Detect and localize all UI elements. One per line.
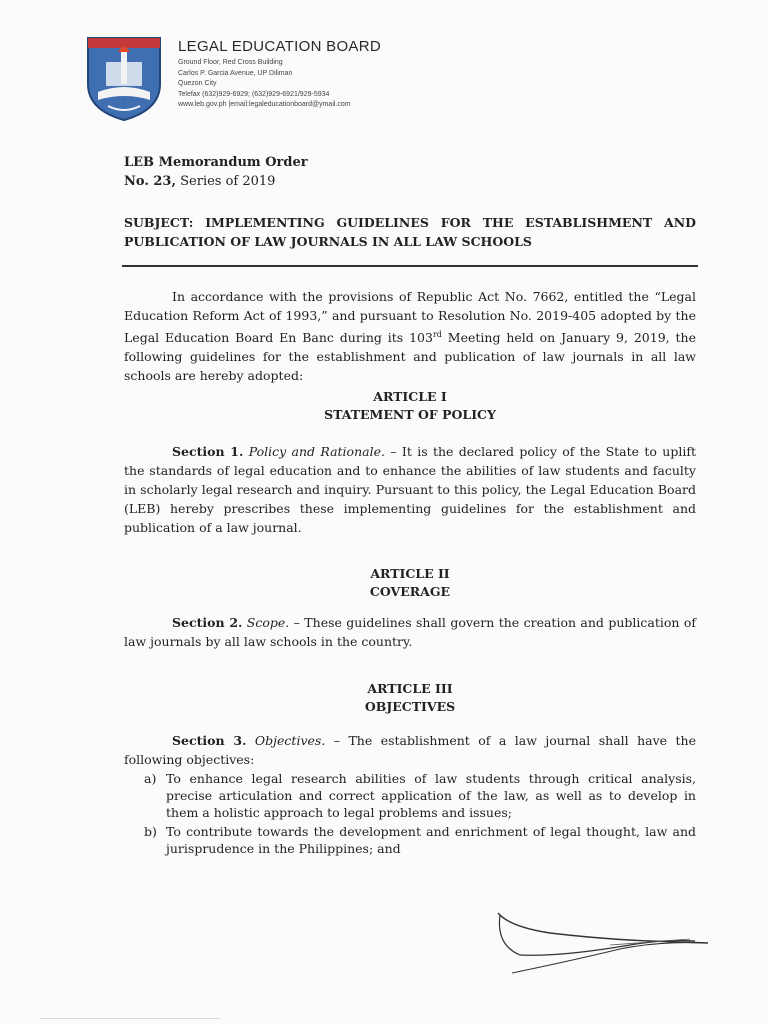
memorandum-order-block (124, 153, 308, 191)
order-series: Series of 2019 (176, 174, 276, 189)
subject-word: FOR (440, 215, 471, 230)
divider-rule (122, 265, 698, 267)
subject-word: SUBJECT: (124, 215, 194, 230)
address-line: Quezon City (178, 80, 217, 87)
subject-word: IMPLEMENTING (205, 215, 325, 230)
subject-word: ESTABLISHMENT (525, 215, 653, 230)
organization-name: LEGAL EDUCATION BOARD (178, 38, 382, 55)
section-1-paragraph: Section 1. Policy and Rationale. – It is the declared policy of the State to uplift the standards of legal education and to enhance the abilities of law students and faculty in scholarly legal research and inquiry. Pursuant to this policy, the Legal Education Board (LEB) hereby prescribes these implementing guidelines for the establishment and publication of a law journal. (124, 444, 696, 535)
section-3-paragraph: Section 3. Objectives. – The establishment of a law journal shall have the following objectives: (124, 733, 697, 767)
letterhead (178, 38, 381, 111)
address-line: Carlos P. Garcia Avenue, UP Diliman (178, 69, 293, 77)
subject-word: THE (482, 215, 514, 230)
telefax-line: Telefax (632)929-6929; (632)929-6921/929-5934 (178, 90, 330, 98)
section-2-paragraph: Section 2. Scope. – These guidelines shall govern the creation and publication of law journals by all law schools in the country. (124, 615, 696, 649)
leb-seal-logo (84, 36, 164, 122)
objectives-list (124, 770, 696, 859)
article-1-heading: ARTICLE I STATEMENT OF POLICY (324, 389, 496, 422)
address-line: Ground Floor, Red Cross Building (178, 59, 283, 66)
article-2-heading: ARTICLE II COVERAGE (369, 566, 451, 599)
list-item: b) To contribute towards the development and enrichment of legal thought, law and jurisprudence in the Philippines; and (144, 824, 696, 856)
web-email-line: www.leb.gov.ph |email:legaleducationboard@ymail.com (178, 101, 351, 108)
article-3-heading: ARTICLE III OBJECTIVES (364, 681, 456, 714)
order-number: No. 23, (124, 174, 176, 189)
intro-paragraph: In accordance with the provisions of Republic Act No. 7662, entitled the “Legal Education Reform Act of 1993,” and pursuant to Resolution No. 2019-405 adopted by the Legal Education Board En Banc during its 103rd Meeting held on January 9, 2019, the following guidelines for the establishment and publication of law journals in all law schools are hereby adopted: (124, 289, 696, 384)
subject-word: AND (664, 215, 696, 230)
subject-line-2: PUBLICATION OF LAW JOURNALS IN ALL LAW SCHOOLS (124, 234, 532, 249)
subject-word: GUIDELINES (336, 215, 429, 230)
memorandum-order-title: LEB Memorandum Order (124, 155, 308, 170)
subject-block (124, 213, 696, 251)
footer-line (40, 1018, 220, 1019)
handwritten-signature (490, 905, 720, 980)
list-item: a) To enhance legal research abilities of law students through critical analysis, precise articulation and correct application of the law, as well as to develop in them a holistic approach to legal problems and issues; (144, 771, 696, 820)
